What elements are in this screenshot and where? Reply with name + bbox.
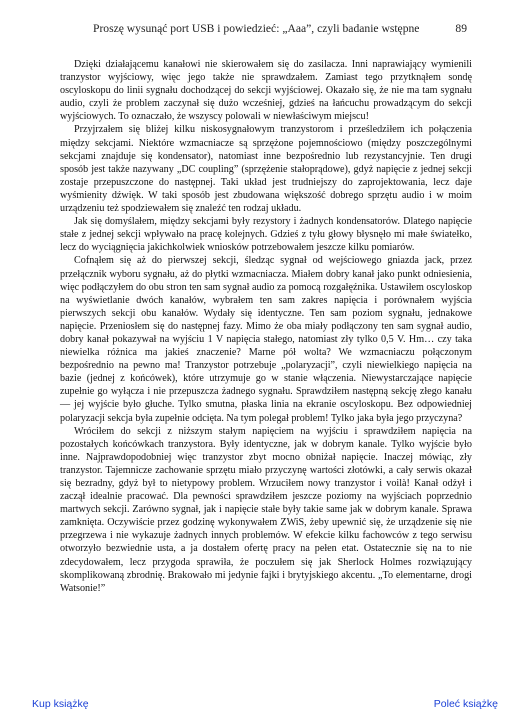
- buy-book-link[interactable]: Kup książkę: [32, 698, 89, 710]
- paragraph: Przyjrzałem się bliżej kilku niskosygnałowym tranzystorom i prześledziłem ich połączenia między sekcjami. Niektóre wzmacniacze są sprzężone pojemnościowo (między poszczególnymi sekcjami znajduje się kondensator), natomiast inne bezpośrednio lub rezystancyjnie. Ten drugi sposób jest także nazywany „DC coupling” (sprzężenie stałoprądowe), gdyż napięcie z jednej sekcji zostaje przepuszczone do następnej. Taki układ jest trudniejszy do zaprojektowania, lecz daje wyśmienity dźwięk. W taki sposób jest zbudowana większość dobrego sprzętu audio i w moim urządzeniu też spodziewałem się znaleźć ten rodzaj układu.: [60, 124, 472, 215]
- paragraph: Wróciłem do sekcji z niższym stałym napięciem na wyjściu i sprawdziłem napięcia na pozostałych końcówkach tranzystora. Były identyczne, jak w dobrym kanale. Tylko wyjście było inne. Najprawdopodobniej więc tranzystor zbyt mocno obniżał napięcie. Inaczej mówiąc, zły tranzystor. Tajemnicze zachowanie sprzętu miało przyczynę wartości złotówki, a cały serwis okazał się bezradny, gdyż był to nietypowy problem. Wrzuciłem nowy tranzystor i voilà! Kanał odżył i zaczął idealnie pracować. Dla pewności sprawdziłem jeszcze poziomy na wyjściach poprzednio martwych sekcji. Zarówno sygnał, jak i napięcie stałe były takie same jak w dobrym kanale. Sprawa zamknięta. Oczywiście przez godzinę wykonywałem ZWiS, żeby upewnić się, że urządzenie się nie przegrzewa i nie wykazuje żadnych innych problemów. W efekcie kilku fachowców z tego serwisu otworzyło bezwiednie usta, a ja dostałem ofertę pracy na pełen etat. Ostatecznie się na to nie zdecydowałem, lecz przygoda sprawiła, że poczułem się jak Sherlock Holmes rozwiązujący skomplikowaną zbrodnię. Brakowało mi jedynie fajki i brytyjskiego akcentu. „To elementarne, drogi Watsonie!”: [60, 425, 472, 594]
- chapter-title: Proszę wysunąć port USB i powiedzieć: „Aaa”, czyli badanie wstępne: [93, 22, 420, 35]
- page-number: 89: [455, 22, 467, 35]
- recommend-book-link[interactable]: Poleć książkę: [433, 698, 498, 710]
- paragraph: Jak się domyślałem, między sekcjami były rezystory i żadnych kondensatorów. Dlatego napięcie stałe z jednej sekcji wpływało na pracę kolejnych. Gdzieś z tyłu głowy błysnęło mi małe światełko, lecz do wyciągnięcia jakichkolwiek wniosków potrzebowałem jeszcze kilku pomiarów.: [60, 216, 472, 254]
- paragraph: Dzięki działającemu kanałowi nie skierowałem się do zasilacza. Inni naprawiający wymienili tranzystor wyjściowy, więc jego także nie sprawdzałem. Zamiast tego przytknąłem sondę oscyloskopu do linii sygnału dochodzącej do sekcji wyjściowej. Okazało się, że nie ma tam sygnału audio, czyli że problem zaczynał się dużo wcześniej, gdzieś na łańcuchu prowadzącym do sekcji wyjściowych. To oznaczało, że wszyscy polowali w niewłaściwym miejscu!: [60, 59, 472, 123]
- body-text: [60, 58, 472, 595]
- paragraph: Cofnąłem się aż do pierwszej sekcji, śledząc sygnał od wejściowego gniazda jack, przez przełącznik wyboru sygnału, aż do płytki wzmacniacza. Miałem dobry kanał jako punkt odniesienia, więc podłączyłem do obu stron ten sam sygnał audio za pomocą rozgałęźnika. Ustawiłem oscyloskop na wyświetlanie dwóch kanałów, wybrałem ten sam zakres napięcia i porównałem wyjścia pierwszych sekcji obu kanałów. Wydały się identyczne. Ten sam poziom sygnału, jednakowe napięcie. Przeniosłem się do następnej fazy. Mimo że oba miały podłączony ten sam sygnał audio, dobry kanał pokazywał na wyjściu 1 V napięcia stałego, natomiast zły tylko 0,5 V. Hm… czy taka niewielka różnica ma jakieś znaczenie? Marne pół wolta? We wzmacniaczu połączonym bezpośrednio na pewno ma! Tranzystor potrzebuje „polaryzacji”, czyli niewielkiego napięcia na bazie (jednej z końcówek), które utrzymuje go w stanie włączenia. Niewystarczające napięcie zupełnie go wyłącza i nie przepuszcza żadnego sygnału. Sprawdziłem następną sekcję złego kanału — jej wyjście było głuche. Tylko smutna, płaska linia na ekranie oscyloskopu. Bez odpowiedniej polaryzacji sekcja była zupełnie odcięta. Na tym polegał problem! Tylko jaka była jego przyczyna?: [60, 255, 472, 424]
